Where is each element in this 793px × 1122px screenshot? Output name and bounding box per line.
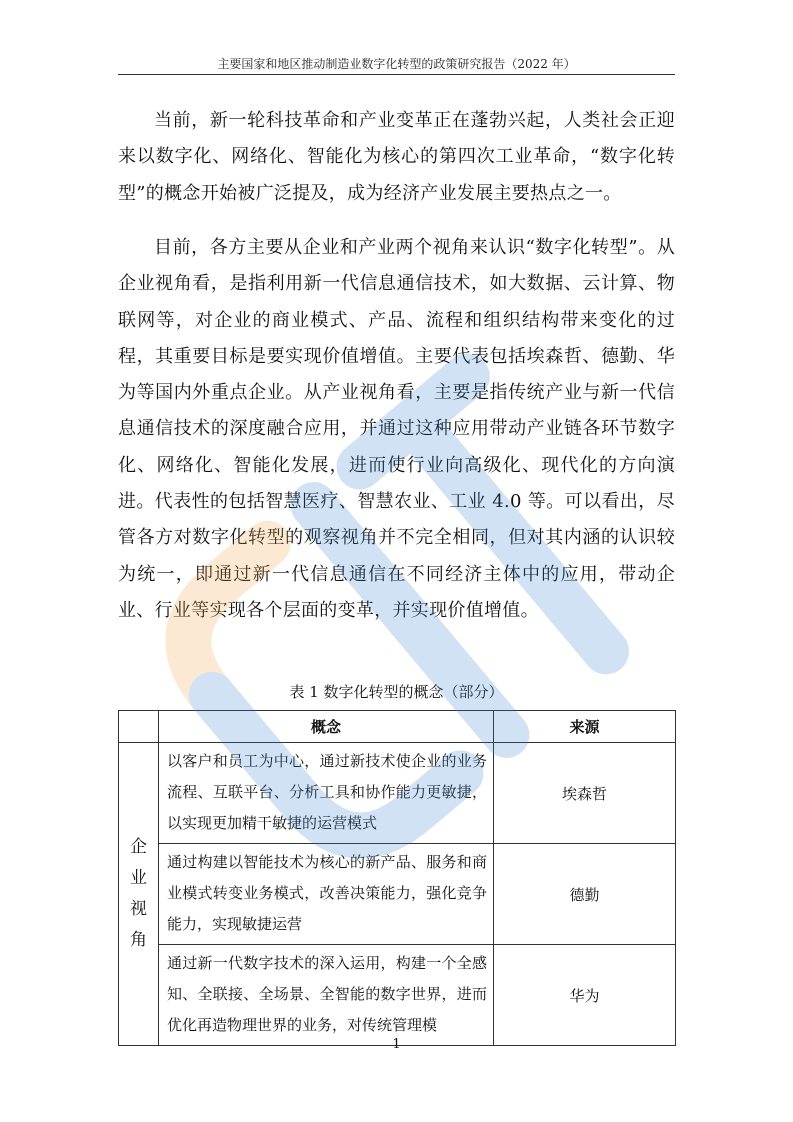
- category-enterprise-perspective: [119, 743, 159, 1046]
- header-divider: [118, 74, 675, 75]
- table-row: [119, 945, 676, 1046]
- concept-cell: 通过新一代数字技术的深入运用，构建一个全感知、全联接、全场景、全智能的数字世界，进而优化再造物理世界的业务，对传统管理模: [159, 945, 494, 1046]
- table-caption: 表 1 数字化转型的概念（部分）: [289, 683, 504, 701]
- paragraph-2: 目前，各方主要从企业和产业两个视角来认识“数字化转型”。从企业视角看，是指利用新一代信息通信技术，如大数据、云计算、物联网等，对企业的商业模式、产品、流程和组织结构带来变化的过程，其重要目标是要实现价值增值。主要代表包括埃森哲、德勤、华为等国内外重点企业。从产业视角看，主要是指传统产业与新一代信息通信技术的深度融合应用，并通过这种应用带动产业链各环节数字化、网络化、智能化发展，进而使行业向高级化、现代化的方向演进。代表性的包括智慧医疗、智慧农业、工业 4.0 等。可以看出，尽管各方对数字化转型的观察视角并不完全相同，但对其内涵的认识较为统一，即通过新一代信息通信在不同经济主体中的应用，带动企业、行业等实现各个层面的变革，并实现价值增值。: [118, 237, 675, 621]
- source-cell: 德勤: [494, 844, 676, 945]
- header-source: 来源: [494, 711, 676, 743]
- table-header-row: [119, 711, 676, 743]
- paragraph-1: 当前，新一轮科技革命和产业变革正在蓬勃兴起，人类社会正迎来以数字化、网络化、智能化为核心的第四次工业革命，“数字化转型”的概念开始被广泛提及，成为经济产业发展主要热点之一。: [118, 110, 675, 204]
- category-char: 角: [130, 930, 147, 950]
- header-category: [119, 711, 159, 743]
- source-cell: 埃森哲: [494, 743, 676, 844]
- category-char: 视: [130, 899, 147, 919]
- category-char: 企: [130, 837, 147, 857]
- concept-cell: 以客户和员工为中心，通过新技术使企业的业务流程、互联平台、分析工具和协作能力更敏捷，以实现更加精干敏捷的运营模式: [159, 743, 494, 844]
- table-row: [119, 743, 676, 844]
- header-concept: 概念: [159, 711, 494, 743]
- table-row: [119, 844, 676, 945]
- concept-table: [118, 710, 676, 1046]
- source-cell: 华为: [494, 945, 676, 1046]
- category-char: 业: [130, 868, 147, 888]
- page-number: 1: [392, 1037, 401, 1052]
- concept-cell: 通过构建以智能技术为核心的新产品、服务和商业模式转变业务模式，改善决策能力，强化竞争能力，实现敏捷运营: [159, 844, 494, 945]
- running-header: 主要国家和地区推动制造业数字化转型的政策研究报告（2022 年）: [217, 57, 576, 71]
